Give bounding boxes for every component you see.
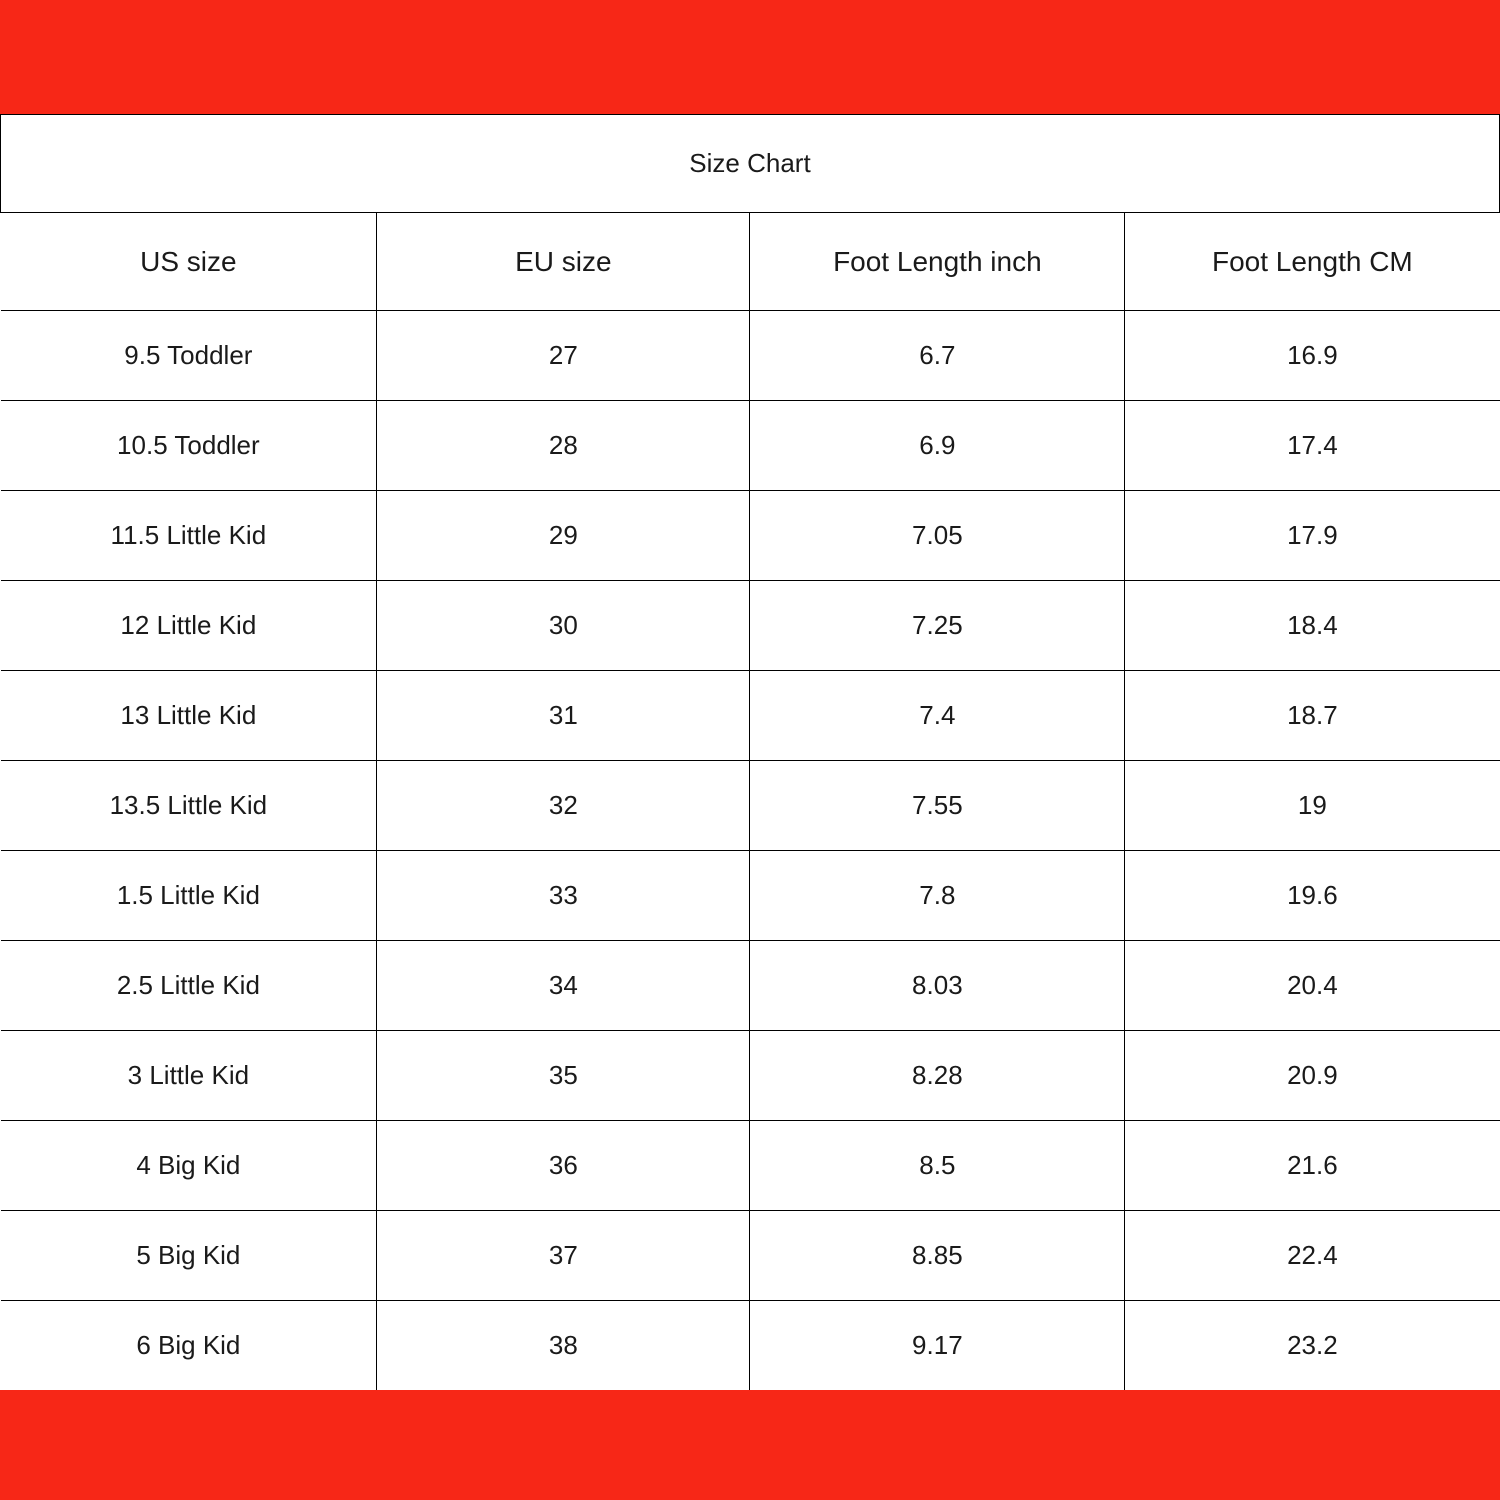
cell-eu-size: 34: [377, 941, 750, 1031]
cell-foot-length-cm: 20.9: [1125, 1031, 1500, 1121]
cell-foot-length-cm: 19.6: [1125, 851, 1500, 941]
column-header-eu-size: EU size: [377, 213, 750, 311]
table-row: [1, 671, 1500, 761]
table-row: [1, 851, 1500, 941]
cell-foot-length-cm: 16.9: [1125, 311, 1500, 401]
cell-us-size: 11.5 Little Kid: [1, 491, 377, 581]
cell-us-size: 6 Big Kid: [1, 1301, 377, 1391]
chart-title: Size Chart: [1, 115, 1500, 213]
cell-foot-length-inch: 7.05: [750, 491, 1125, 581]
table-row: [1, 1211, 1500, 1301]
cell-us-size: 13.5 Little Kid: [1, 761, 377, 851]
cell-us-size: 12 Little Kid: [1, 581, 377, 671]
cell-foot-length-cm: 17.4: [1125, 401, 1500, 491]
table-row: [1, 941, 1500, 1031]
table-header-row: [1, 213, 1500, 311]
cell-eu-size: 37: [377, 1211, 750, 1301]
cell-foot-length-inch: 7.55: [750, 761, 1125, 851]
cell-foot-length-cm: 22.4: [1125, 1211, 1500, 1301]
cell-foot-length-inch: 9.17: [750, 1301, 1125, 1391]
cell-eu-size: 35: [377, 1031, 750, 1121]
table-row: [1, 491, 1500, 581]
cell-foot-length-inch: 7.4: [750, 671, 1125, 761]
column-header-foot-length-cm: Foot Length CM: [1125, 213, 1500, 311]
cell-eu-size: 38: [377, 1301, 750, 1391]
table-row: [1, 1031, 1500, 1121]
size-chart-panel: [0, 114, 1500, 1389]
cell-foot-length-cm: 17.9: [1125, 491, 1500, 581]
cell-us-size: 9.5 Toddler: [1, 311, 377, 401]
cell-eu-size: 32: [377, 761, 750, 851]
table-row: [1, 401, 1500, 491]
cell-eu-size: 28: [377, 401, 750, 491]
cell-foot-length-inch: 7.8: [750, 851, 1125, 941]
cell-eu-size: 27: [377, 311, 750, 401]
cell-foot-length-cm: 20.4: [1125, 941, 1500, 1031]
cell-foot-length-cm: 18.7: [1125, 671, 1500, 761]
cell-foot-length-cm: 18.4: [1125, 581, 1500, 671]
column-header-us-size: US size: [1, 213, 377, 311]
cell-foot-length-inch: 6.7: [750, 311, 1125, 401]
cell-foot-length-inch: 8.5: [750, 1121, 1125, 1211]
size-chart-table: [0, 114, 1500, 1390]
cell-us-size: 5 Big Kid: [1, 1211, 377, 1301]
cell-foot-length-inch: 6.9: [750, 401, 1125, 491]
cell-eu-size: 36: [377, 1121, 750, 1211]
table-row: [1, 1121, 1500, 1211]
table-row: [1, 581, 1500, 671]
cell-foot-length-inch: 8.03: [750, 941, 1125, 1031]
table-row: [1, 761, 1500, 851]
cell-us-size: 2.5 Little Kid: [1, 941, 377, 1031]
cell-foot-length-cm: 19: [1125, 761, 1500, 851]
cell-us-size: 10.5 Toddler: [1, 401, 377, 491]
cell-eu-size: 33: [377, 851, 750, 941]
cell-foot-length-inch: 7.25: [750, 581, 1125, 671]
cell-foot-length-inch: 8.28: [750, 1031, 1125, 1121]
table-row: [1, 311, 1500, 401]
table-title-row: [1, 115, 1500, 213]
column-header-foot-length-inch: Foot Length inch: [750, 213, 1125, 311]
cell-us-size: 4 Big Kid: [1, 1121, 377, 1211]
cell-us-size: 13 Little Kid: [1, 671, 377, 761]
cell-eu-size: 29: [377, 491, 750, 581]
cell-foot-length-cm: 23.2: [1125, 1301, 1500, 1391]
cell-foot-length-cm: 21.6: [1125, 1121, 1500, 1211]
table-row: [1, 1301, 1500, 1391]
cell-foot-length-inch: 8.85: [750, 1211, 1125, 1301]
cell-us-size: 1.5 Little Kid: [1, 851, 377, 941]
cell-us-size: 3 Little Kid: [1, 1031, 377, 1121]
cell-eu-size: 30: [377, 581, 750, 671]
cell-eu-size: 31: [377, 671, 750, 761]
